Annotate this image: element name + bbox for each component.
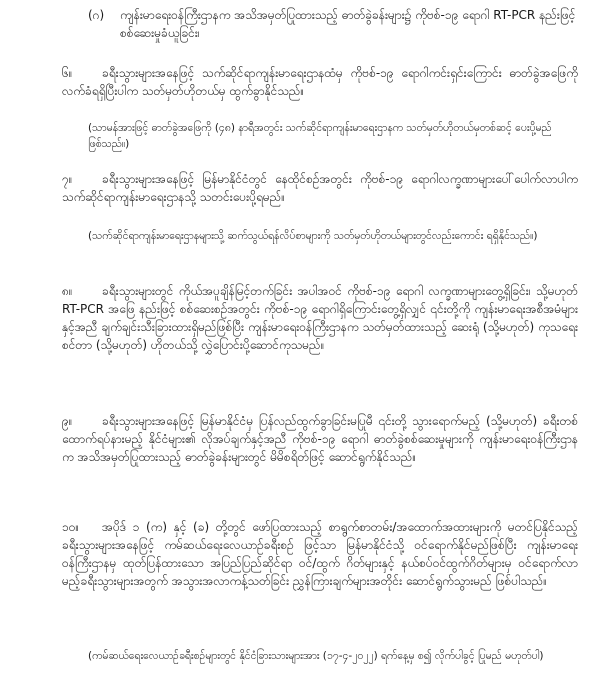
- item-c-text: ကျန်းမာရေးဝန်ကြီးဌာနက အသိအမှတ်ပြုထားသည့် ဓာတ်ခွဲခန်းများ၌ ကိုဗစ်-၁၉ ရောဂါ RT-PCR နည်းဖြင့် စစ်ဆေးမှုခံယူခြင်း၊: [120, 8, 576, 40]
- item-9-text: ခရီးသွားများအနေဖြင့် မြန်မာနိုင်ငံမှ ပြန်လည်ထွက်ခွာခြင်းမပြုမီ ၎င်းတို့ သွားရောက်မည့် (သို့မဟုတ်) ခရီးတစ်ထောက်ရပ်နားမည့် နိုင်ငံများ၏ လိုအပ်ချက်နှင့်အညီ ကိုဗစ်-၁၉ ရောဂါ ဓာတ်ခွဲစစ်ဆေးမှုများကို ကျန်းမာရေးဝန်ကြီးဌာနက အသိအမှတ်ပြုထားသည့် ဓာတ်ခွဲခန်းများတွင် မိမိစရိတ်ဖြင့် ဆောင်ရွက်နိုင်သည်။: [62, 414, 578, 464]
- item-7-text: ခရီးသွားများအနေဖြင့် မြန်မာနိုင်ငံတွင် နေထိုင်စဉ်အတွင်း ကိုဗစ်-၁၉ ရောဂါလက္ခဏာများပေါ်ပေါက်လာပါက သက်ဆိုင်ရာကျန်းမာရေးဌာနသို့ သတင်းပေးပို့ရမည်။: [62, 172, 578, 204]
- item-7-number: ၇။: [62, 172, 73, 186]
- note-item-7: (သက်ဆိုင်ရာကျန်းမာရေးဌာနများသို့ ဆက်သွယ်ရန်လိပ်စာများကို သတ်မှတ်ဟိုတယ်များတွင်လည်းကောင်း ရရှိနိုင်သည်။): [88, 230, 538, 242]
- item-6-number: ၆။: [62, 66, 73, 80]
- item-10-text: အပိုဒ် ၁ (က) နှင့် (ခ) တို့တွင် ဖော်ပြထားသည့် စာရွက်စာတမ်း/အထောက်အထားများကို မတင်ပြနိုင်သည့် ခရီးသွားများအနေဖြင့် ကမ်ဆယ်ရေးလေယာဉ်ခရီးစဉ် ဖြင့်သာ မြန်မာနိုင်ငံသို့ ဝင်ရောက်နိုင်မည်ဖြစ်ပြီး ကျန်းမာရေးဝန်ကြီးဌာနမှ ထုတ်ပြန်ထားသော အပြည်ပြည်ဆိုင်ရာ ဝင်/ထွက် ဂိတ်များနှင့် နယ်စပ်ဝင်ထွက်ဂိတ်များမှ ဝင်ရောက်လာမည့်ခရီးသွားများအတွက် အသွားအလာကန့်သတ်ခြင်း ညွှန်ကြားချက်များအတိုင်း ဆောင်ရွက်သွားမည် ဖြစ်ပါသည်။: [62, 520, 578, 588]
- item-c: [0, 6, 600, 42]
- item-9-number: ၉။: [62, 414, 73, 428]
- item-c-number: (ဂ): [88, 8, 105, 22]
- item-8-number: ၈။: [62, 284, 73, 298]
- item-9: [0, 412, 600, 466]
- item-6: [0, 64, 600, 100]
- item-6-text: ခရီးသွားများအနေဖြင့် သက်ဆိုင်ရာကျန်းမာရေးဌာနထံမှ ကိုဗစ်-၁၉ ရောဂါကင်းရှင်းကြောင်း ဓာတ်ခွဲအဖြေကို လက်ခံရရှိပြီးပါက သတ်မှတ်ဟိုတယ်မှ ထွက်ခွာနိုင်သည်။: [62, 66, 578, 98]
- note-item-10: (ကမ်ဆယ်ရေးလေယာဉ်ခရီးစဉ်များတွင် နိုင်ငံခြားသားများအား (၁၇-၄-၂၀၂၂) ရက်နေ့မှ စ၍ လိုက်ပါခွင့် ပြုမည် မဟုတ်ပါ): [88, 650, 544, 662]
- item-8-text: ခရီးသွားများတွင် ကိုယ်အပူချိန်မြင့်တက်ခြင်း အပါအဝင် ကိုဗစ်-၁၉ ရောဂါ လက္ခဏာများတွေ့ရှိခြင်း၊ သို့မဟုတ် RT-PCR အဖြေ နည်းဖြင့် စစ်ဆေးစဉ်အတွင်း ကိုဗစ်-၁၉ ရောဂါရှိကြောင်းတွေ့ရှိလျှင် ၎င်းတို့ကို ကျန်းမာရေးအစီအမံများနှင့်အညီ ချက်ချင်းသီးခြားထားရှိမည်ဖြစ်ပြီး ကျန်းမာရေးဝန်ကြီးဌာနက သတ်မှတ်ထားသည့် ဆေးရုံ (သို့မဟုတ်) ကုသရေးစင်တာ (သို့မဟုတ်) ဟိုတယ်သို့ လွှဲပြောင်းပို့ဆောင်ကုသမည်။: [62, 284, 578, 352]
- item-8: [0, 282, 600, 354]
- item-10: [0, 518, 600, 590]
- note-item-6: (သာမန်အားဖြင့် ဓာတ်ခွဲအဖြေကို (၄၈) နာရီအတွင်း သက်ဆိုင်ရာကျန်းမာရေးဌာနက သတ်မှတ်ဟိုတယ်မှတစ်ဆင့် ပေးပို့မည် ဖြစ်သည်။): [88, 122, 552, 151]
- item-7: [0, 170, 600, 206]
- item-10-number: ၁၀။: [62, 520, 80, 534]
